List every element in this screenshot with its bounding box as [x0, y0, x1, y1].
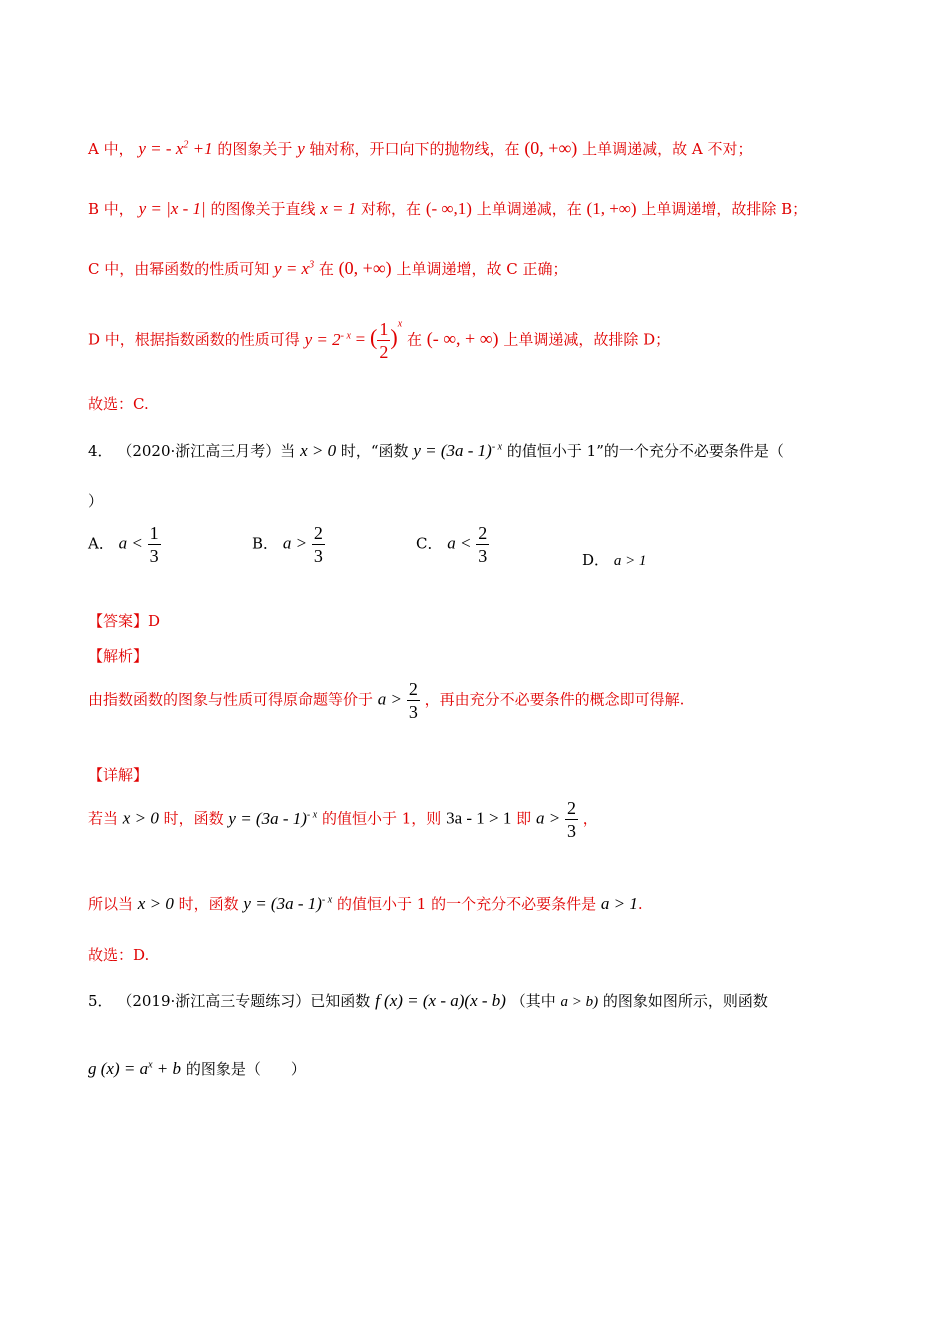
text: 时，函数 [163, 809, 224, 828]
formula [88, 1059, 181, 1078]
text: 的图像关于直线 [210, 200, 316, 218]
formula-text: g (x) = a [88, 1059, 149, 1078]
fraction [377, 318, 390, 363]
equals-sign: = [355, 329, 366, 349]
text: 上单调递减，故 A 不对； [582, 140, 753, 158]
text: 上单调递减，故排除 D； [503, 330, 671, 349]
fraction [565, 797, 578, 842]
inequality: 3a - 1 > 1 [446, 808, 512, 828]
paren-left: ( [370, 324, 378, 350]
denominator: 3 [478, 546, 488, 566]
denominator: 2 [379, 342, 389, 362]
text: ，再由充分不必要条件的概念即可得解. [424, 690, 685, 709]
formula-lhs: a > [535, 808, 561, 828]
exponent: 2 [183, 139, 189, 151]
text: （其中 [510, 992, 556, 1010]
formula-text: y = - x [138, 139, 184, 158]
exponent: - x [321, 894, 333, 906]
text: B 中， [88, 200, 134, 218]
option-lhs: a < [118, 533, 143, 553]
option-d-analysis [88, 318, 670, 363]
exponent: 3 [309, 259, 315, 271]
paren-right: ) [390, 324, 398, 350]
formula [274, 259, 314, 278]
numerator: 2 [408, 679, 418, 699]
question-number: 4． [88, 442, 113, 460]
text: 的值恒小于 1，则 [321, 809, 442, 828]
question-4-close: ） [88, 492, 104, 510]
exponent: - x [491, 441, 503, 453]
fraction [148, 522, 161, 567]
exponent: - x [340, 329, 351, 341]
numerator: 2 [313, 523, 323, 543]
text: 时，“函数 [340, 442, 409, 460]
formula [228, 809, 317, 828]
interval: (- ∞,1) [425, 199, 472, 218]
option-label: A． [88, 534, 114, 553]
formula [243, 894, 332, 913]
text: 若当 [88, 809, 119, 828]
text: 由指数函数的图象与性质可得原命题等价于 [88, 690, 374, 709]
text: A 中， [88, 140, 134, 158]
text: 轴对称，开口向下的抛物线，在 [309, 140, 520, 158]
exponent: x [397, 318, 403, 330]
interval: (0, +∞) [524, 138, 578, 158]
condition: x > 0 [300, 441, 337, 460]
question-4 [88, 440, 784, 461]
numerator: 1 [149, 523, 159, 543]
denominator: 3 [149, 546, 159, 566]
option-label: B． [252, 534, 279, 553]
source: （2020·浙江高三月考）当 [117, 442, 296, 460]
denominator: 3 [313, 546, 323, 566]
answer [88, 610, 160, 631]
text: 对称，在 [361, 200, 422, 218]
formula-lhs: a > [377, 689, 403, 709]
formula-text: y = 2 [304, 329, 341, 349]
option-d[interactable] [582, 549, 646, 570]
answer-value: D [148, 612, 161, 630]
analysis-tag: 【解析】 [88, 647, 149, 665]
text: ， [582, 809, 598, 828]
formula: a > 1 [600, 894, 638, 913]
detail-tag: 【详解】 [88, 766, 149, 784]
formula: f (x) = (x - a)(x - b) [375, 991, 506, 1010]
text: 上单调递增，故排除 B； [641, 200, 808, 218]
text: . [637, 895, 643, 913]
question-5 [88, 990, 768, 1011]
option-b[interactable] [252, 522, 325, 567]
exponent: - x [306, 808, 318, 820]
fraction [312, 522, 325, 567]
formula: x = 1 [320, 199, 357, 218]
interval: (0, +∞) [338, 258, 392, 278]
option-c-analysis [88, 258, 567, 279]
option-label: D． [582, 551, 610, 569]
formula: y = |x - 1| [138, 199, 206, 218]
selection-c: 故选：C. [88, 395, 149, 413]
numerator: 1 [379, 319, 389, 339]
text: 在 [406, 330, 422, 349]
option-a[interactable] [88, 522, 161, 567]
exponent: x [148, 1059, 153, 1071]
option-lhs: a > 1 [613, 553, 647, 569]
source: （2019·浙江高三专题练习）已知函数 [117, 992, 371, 1010]
formula [305, 330, 351, 349]
text: 在 [318, 260, 334, 278]
answer-tag: 【答案】 [88, 612, 149, 630]
option-b-analysis [88, 198, 807, 219]
denominator: 3 [408, 702, 418, 722]
text: 的值恒小于 1”的一个充分不必要条件是（ [506, 442, 784, 460]
formula [138, 139, 212, 158]
text: 的值恒小于 1 的一个充分不必要条件是 [336, 895, 597, 913]
variable: y [297, 139, 305, 158]
option-c[interactable] [416, 522, 489, 567]
condition: a > b) [560, 994, 599, 1010]
text: C 中，由幂函数的性质可知 [88, 260, 270, 278]
formula-text: y = (3a - 1) [243, 894, 322, 913]
formula [413, 441, 502, 460]
formula-text: + b [152, 1059, 182, 1078]
condition: x > 0 [137, 894, 174, 913]
text: 上单调递减，在 [476, 200, 582, 218]
formula-text: y = (3a - 1) [228, 808, 307, 828]
option-label: C． [416, 534, 443, 553]
formula-text: +1 [188, 139, 213, 158]
text: 所以当 [88, 895, 134, 913]
text: 时，函数 [178, 895, 239, 913]
denominator: 3 [566, 821, 576, 841]
selection-d: 故选：D. [88, 946, 150, 964]
text: 的图象关于 [217, 140, 293, 158]
formula-text: y = (3a - 1) [413, 441, 492, 460]
text: 的图象如图所示，则函数 [602, 992, 768, 1010]
numerator: 2 [478, 523, 488, 543]
text: 上单调递增，故 C 正确； [396, 260, 568, 278]
condition: x > 0 [122, 808, 159, 828]
formula-text: y = x [274, 259, 310, 278]
option-lhs: a < [447, 533, 472, 553]
detail-line-1 [88, 797, 598, 842]
question-number: 5． [88, 992, 113, 1010]
option-a-analysis [88, 138, 752, 159]
text: D 中，根据指数函数的性质可得 [88, 330, 300, 349]
detail-line-2 [88, 893, 643, 914]
interval: (1, +∞) [586, 199, 637, 218]
question-5-function-g [88, 1058, 306, 1079]
text: 的图象是（ ） [185, 1060, 306, 1078]
fraction [407, 678, 420, 723]
text: 即 [516, 809, 532, 828]
analysis-text [88, 678, 684, 723]
interval: (- ∞, + ∞) [426, 328, 499, 349]
numerator: 2 [566, 798, 576, 818]
option-lhs: a > [282, 533, 308, 553]
fraction [476, 522, 489, 567]
